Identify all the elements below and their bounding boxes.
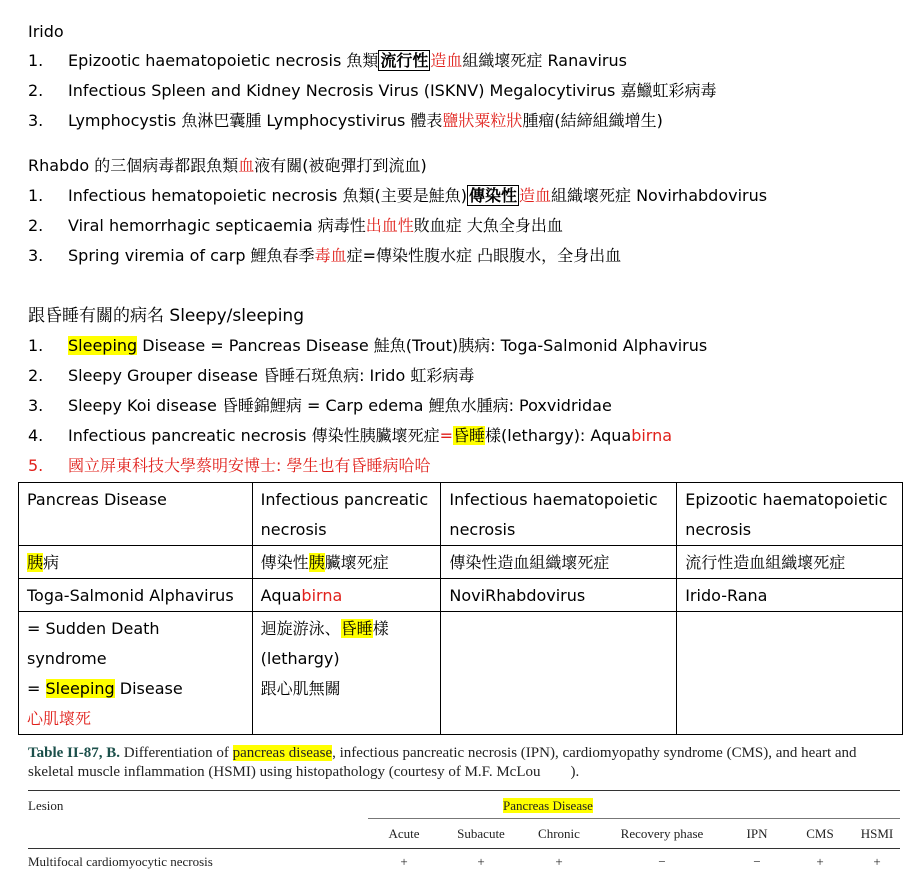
highlighted-term: 昏睡 (453, 426, 486, 445)
red-note: 國立屏東科技大學蔡明安博士: 學生也有昏睡病哈哈 (68, 456, 431, 475)
list-number: 3. (28, 111, 44, 130)
list-number: 3. (28, 246, 44, 265)
highlighted-term: Sleeping (68, 336, 138, 355)
caption-text: Differentiation of (119, 745, 233, 761)
list-number: 3. (28, 396, 44, 415)
sleepy-item-2 (28, 366, 474, 386)
rhabdo-item-text: Infectious hematopoietic necrosis 魚類(主要是鮭魚) (68, 186, 467, 205)
table-cell: NoviRhabdovirus (441, 579, 677, 612)
red-term: 造血 (518, 186, 551, 205)
cell-line: (lethargy) (260, 649, 340, 668)
group-header: Pancreas Disease (503, 798, 593, 813)
irido-item-text: Infectious Spleen and Kidney Necrosis Virus (ISKNV) Megalocytivirus 嘉鱲虹彩病毒 (68, 81, 717, 100)
table-cell: 傳染性造血組織壞死症 (441, 546, 677, 579)
rhabdo-heading-text: Rhabdo 的三個病毒都跟魚類 (28, 156, 239, 175)
rhabdo-item-text-b: 敗血症 大魚全身出血 (413, 216, 563, 235)
red-term: 血 (238, 156, 255, 175)
cell-line: = Sudden Death syndrome (27, 619, 160, 668)
highlighted-term: 昏睡 (340, 619, 373, 638)
list-number: 1. (28, 51, 44, 70)
cell-line (27, 674, 244, 704)
table-cell (854, 792, 900, 820)
cell-line (261, 614, 433, 644)
list-number: 2. (28, 366, 44, 385)
cell-line: 跟心肌無關 (260, 679, 341, 698)
red-term: = (439, 426, 453, 445)
cell-text: 臟壞死症 (324, 553, 389, 572)
irido-item-text: Epizootic haematopoietic necrosis 魚類 (68, 51, 379, 70)
table-cell (786, 792, 854, 820)
table-cell (28, 820, 368, 848)
irido-item-1 (28, 51, 627, 71)
list-number: 4. (28, 426, 44, 445)
table-row (19, 579, 903, 612)
caption-text: , infectious pancreatic necrosis (IPN), cardiomyopathy syndrome (CMS), and heart and skeletal muscle inflammation (HSMI) using histopathology (courtesy of M.F. McLou (28, 745, 857, 780)
table-cell (252, 612, 441, 735)
column-header: HSMI (860, 826, 894, 841)
table-header-cell: Infectious pancreatic necrosis (252, 483, 441, 546)
table-cell: Toga-Salmonid Alphavirus (19, 579, 253, 612)
lesion-header: Lesion (28, 798, 64, 813)
rhabdo-item-text: Spring viremia of carp 鯉魚春季 (68, 246, 315, 265)
cell-text: 樣 (372, 619, 389, 638)
table-cell (252, 546, 441, 579)
table-row (19, 612, 903, 735)
rhabdo-item-text-b: 組織壞死症 Novirhabdovirus (551, 186, 768, 205)
irido-item-text: Lymphocystis 魚淋巴囊腫 Lymphocystivirus 體表 (68, 111, 443, 130)
red-term: 毒血 (314, 246, 347, 265)
sleepy-item-text: Sleepy Grouper disease 昏睡石斑魚病: Irido 虹彩病毒 (68, 366, 475, 385)
table-cell: + (816, 854, 824, 869)
row-label: Multifocal cardiomyocytic necrosis (28, 854, 213, 869)
boxed-term: 傳染性 (468, 186, 517, 205)
table-row (28, 820, 900, 848)
table-header-cell: Epizootic haematopoietic necrosis (677, 483, 903, 546)
boxed-term: 流行性 (380, 51, 429, 70)
column-header: IPN (746, 826, 768, 841)
table-cell (252, 579, 441, 612)
lesion-table (28, 792, 900, 876)
rhabdo-heading (28, 156, 427, 176)
rhabdo-item-3 (28, 246, 621, 266)
rhabdo-item-2 (28, 216, 563, 236)
list-number: 2. (28, 81, 44, 100)
table-cell: − (753, 854, 761, 869)
red-term: 鹽狀粟粒狀 (442, 111, 523, 130)
cell-text: Disease (114, 679, 183, 698)
table-top-rule (28, 790, 900, 791)
red-term: birna (301, 586, 343, 605)
table-cell (441, 612, 677, 735)
list-number: 5. (28, 456, 44, 475)
sleepy-item-3 (28, 396, 612, 416)
table-cell: Irido-Rana (677, 579, 903, 612)
irido-heading: Irido (28, 22, 64, 41)
cell-line: 心肌壞死 (27, 709, 92, 728)
table-cell: + (400, 854, 408, 869)
table-cell: + (555, 854, 563, 869)
caption-table-number: Table II-87, B. (28, 745, 120, 761)
sleepy-heading: 跟昏睡有關的病名 Sleepy/sleeping (28, 306, 304, 326)
table-row (19, 546, 903, 579)
cell-text: 病 (43, 553, 60, 572)
table-cell (728, 792, 786, 820)
table-row (28, 792, 900, 820)
irido-item-2 (28, 81, 716, 101)
irido-item-text-b: 組織壞死症 Ranavirus (462, 51, 627, 70)
red-term: birna (631, 426, 673, 445)
table-cell: 流行性造血組織壞死症 (677, 546, 903, 579)
table-cell (19, 612, 253, 735)
table-header-cell: Infectious haematopoietic necrosis (441, 483, 677, 546)
rhabdo-item-text: Viral hemorrhagic septicaemia 病毒性 (68, 216, 366, 235)
sleepy-item-text: Sleepy Koi disease 昏睡錦鯉病 = Carp edema 鯉魚水腫病: Poxvidridae (68, 396, 612, 415)
highlighted-term: Sleeping (45, 679, 115, 698)
caption-text: ). (570, 764, 580, 780)
table-cell (19, 546, 253, 579)
sleepy-item-text-b: 樣(lethargy): Aqua (485, 426, 632, 445)
rhabdo-item-text-b: 症=傳染性腹水症 凸眼腹水，全身出血 (346, 246, 622, 265)
cell-text: Aqua (260, 586, 302, 605)
sleepy-item-5 (28, 456, 430, 476)
group-header-cell (368, 792, 728, 820)
red-term: 出血性 (365, 216, 414, 235)
figure-caption (28, 744, 888, 782)
list-number: 1. (28, 336, 44, 355)
irido-item-text-b: 腫瘤(結締組織增生) (522, 111, 663, 130)
highlighted-term: 胰 (308, 553, 325, 572)
column-header: Recovery phase (620, 826, 704, 841)
rhabdo-item-1 (28, 186, 767, 206)
irido-item-3 (28, 111, 663, 131)
table-cell: + (873, 854, 881, 869)
list-number: 2. (28, 216, 44, 235)
table-row (28, 848, 900, 876)
column-header: Subacute (457, 826, 505, 841)
table-header-cell: Pancreas Disease (19, 483, 253, 546)
highlighted-term: 胰 (27, 553, 44, 572)
sleepy-item-text: Infectious pancreatic necrosis 傳染性胰臟壞死症 (68, 426, 440, 445)
list-number: 1. (28, 186, 44, 205)
sleepy-item-4 (28, 426, 672, 446)
table-cell: − (658, 854, 666, 869)
sleepy-item-text-b: Disease = Pancreas Disease 鮭魚(Trout)胰病: Toga-Salmonid Alphavirus (137, 336, 708, 355)
red-term: 造血 (430, 51, 463, 70)
cell-text: = (27, 679, 46, 698)
column-header: Chronic (538, 826, 580, 841)
table-cell (677, 612, 903, 735)
cell-text: 傳染性 (260, 553, 309, 572)
column-header: Acute (388, 826, 420, 841)
column-header: CMS (806, 826, 834, 841)
rhabdo-heading-text-b: 液有關(被砲彈打到流血) (254, 156, 427, 175)
table-cell: + (477, 854, 485, 869)
comparison-table (18, 482, 903, 735)
cell-text: 迴旋游泳、 (260, 619, 341, 638)
sleepy-item-1 (28, 336, 707, 356)
highlighted-term: pancreas disease (232, 745, 333, 761)
table-row (19, 483, 903, 546)
